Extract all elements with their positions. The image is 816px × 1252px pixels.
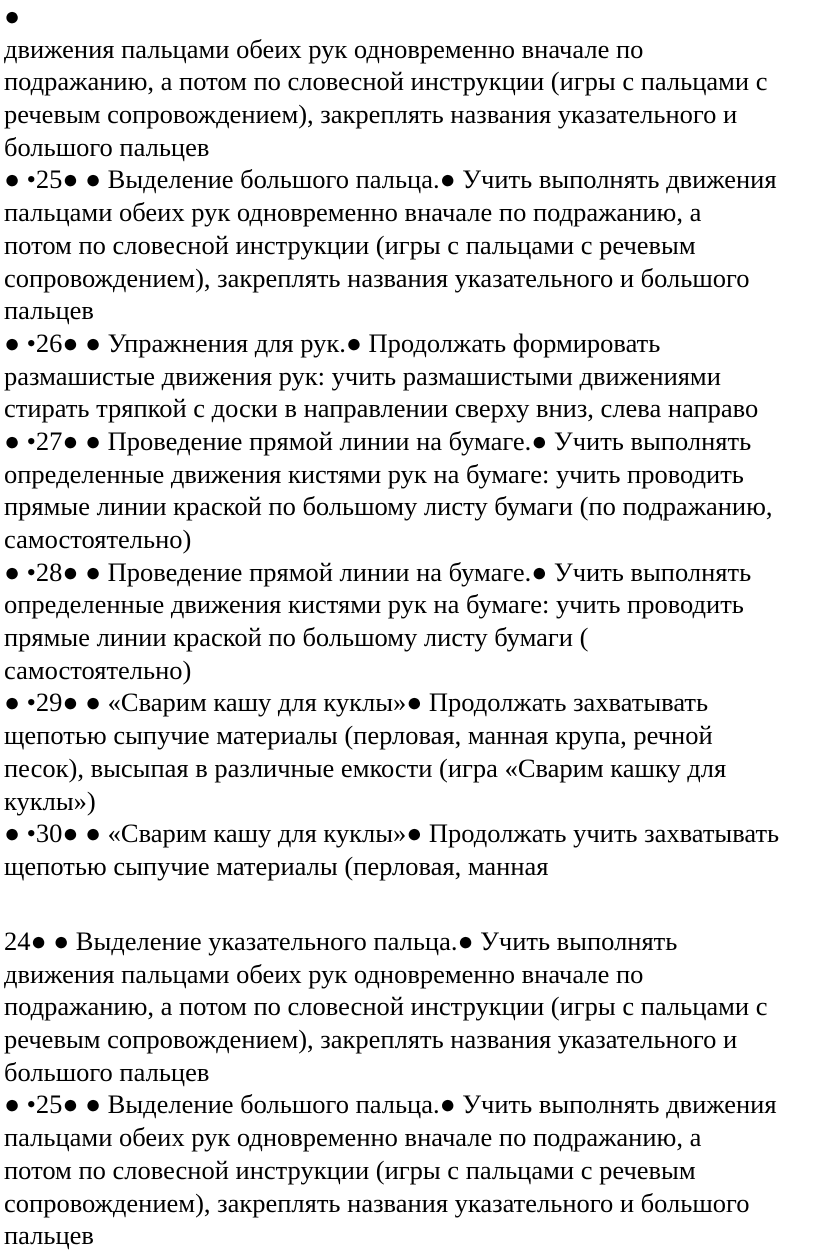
text-line: движения пальцами обеих рук одновременно вначале по [4, 958, 644, 989]
text-line: прямые линии краской по большому листу бумаги (по подражанию, [4, 491, 773, 522]
text-line: потом по словесной инструкции (игры с пальцами с речевым [4, 229, 696, 260]
text-line: пальцев [4, 295, 94, 326]
text-line: 24● ● Выделение указательного пальца.● Учить выполнять [4, 926, 678, 956]
text-block-second [4, 925, 816, 1252]
text-line: песок), высыпая в различные емкости (игра «Сварим кашку для [4, 752, 727, 783]
text-line: сопровождением), закреплять названия указательного и большого [4, 262, 750, 293]
text-line: потом по словесной инструкции (игры с пальцами с речевым [4, 1154, 696, 1185]
text-line: подражанию, а потом по словесной инструкции (игры с пальцами с [4, 66, 768, 97]
text-line: прямые линии краской по большому листу бумаги ( [4, 622, 589, 653]
text-line: движения пальцами обеих рук одновременно вначале по [4, 33, 644, 64]
text-line: речевым сопровождением), закреплять названия указательного и [4, 99, 738, 130]
text-line: щепотью сыпучие материалы (перловая, манная крупа, речной [4, 720, 713, 751]
text-line: ● •25● ● Выделение большого пальца.● Учить выполнять движения [4, 1089, 777, 1120]
text-line: определенные движения кистями рук на бумаге: учить проводить [4, 458, 744, 489]
text-line: самостоятельно) [4, 524, 192, 554]
text-line: самостоятельно) [4, 654, 192, 685]
text-line: пальцев [4, 1220, 94, 1251]
text-line: куклы») [4, 785, 96, 816]
text-line: ● •29● ● «Сварим кашу для куклы»● Продолжать захватывать [4, 687, 709, 718]
text-line: ● •28● ● Проведение прямой линии на бумаге.● Учить выполнять [4, 556, 752, 587]
text-line: определенные движения кистями рук на бумаге: учить проводить [4, 589, 744, 620]
text-block-first [4, 0, 816, 883]
text-line: большого пальцев [4, 1056, 210, 1087]
text-line: ● [4, 1, 21, 31]
text-line: большого пальцев [4, 131, 210, 162]
text-line: стирать тряпкой с доски в направлении сверху вниз, слева направо [4, 393, 759, 424]
text-line: ● •30● ● «Сварим кашу для куклы»● Продолжать учить захватывать [4, 818, 780, 849]
text-line: сопровождением), закреплять названия указательного и большого [4, 1187, 750, 1218]
text-line: щепотью сыпучие материалы (перловая, манная [4, 850, 549, 881]
text-line: размашистые движения рук: учить размашистыми движениями [4, 360, 721, 391]
text-line: пальцами обеих рук одновременно вначале по подражанию, а [4, 1122, 702, 1153]
text-line: ● •26● ● Упражнения для рук.● Продолжать формировать [4, 327, 661, 358]
text-line: ● •27● ● Проведение прямой линии на бумаге.● Учить выполнять [4, 425, 752, 456]
text-line: речевым сопровождением), закреплять названия указательного и [4, 1024, 738, 1055]
text-line: ● •25● ● Выделение большого пальца.● Учить выполнять движения [4, 164, 777, 195]
text-line: подражанию, а потом по словесной инструкции (игры с пальцами с [4, 991, 768, 1022]
text-line: пальцами обеих рук одновременно вначале по подражанию, а [4, 197, 702, 228]
